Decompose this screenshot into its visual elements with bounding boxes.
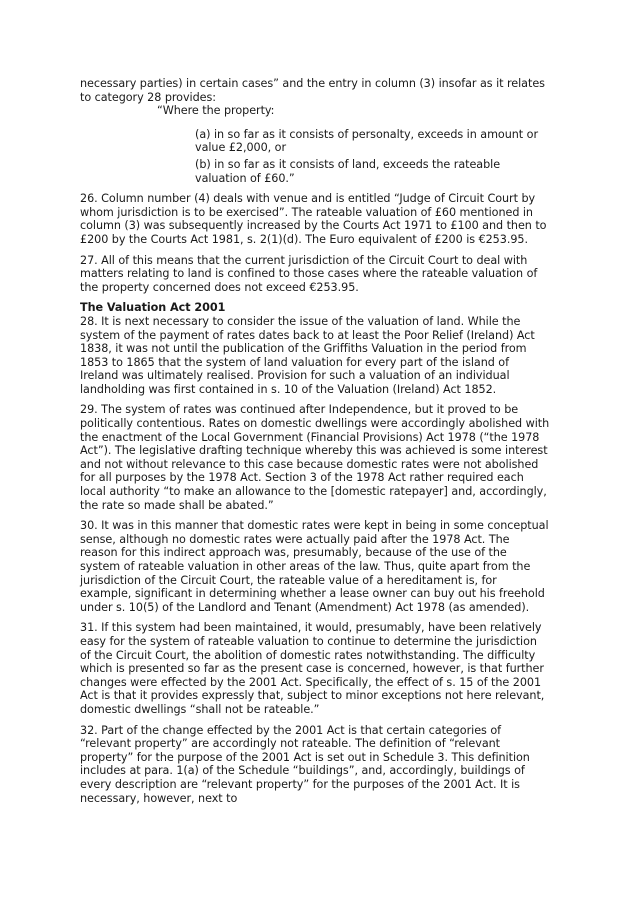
section-heading: The Valuation Act 2001 [80, 301, 226, 315]
paragraph-29: 29. The system of rates was continued after Independence, but it proved to be politically contentious. Rates on domestic dwellings were accordingly abolished with the enactment of the Local Government (Financial Provisions) Act 1978 (“the 1978 Act”). The legislative drafting technique whereby this was achieved is some interest and not without relevance to this case because domestic rates were not abolished for all purposes by the 1978 Act. Section 3 of the 1978 Act rather required each local authority “to make an allowance to the [domestic ratepayer] and, accordingly, the rate so made shall be abated.” [80, 403, 550, 512]
intro-text: necessary parties) in certain cases” and the entry in column (3) insofar as it relates to category 28 provides: [80, 77, 545, 104]
paragraph-27: 27. All of this means that the current jurisdiction of the Circuit Court to deal with matters relating to land is confined to those cases where the rateable valuation of the property concerned does not exceed €253.95. [80, 253, 538, 294]
paragraph-26: 26. Column number (4) deals with venue and is entitled “Judge of Circuit Court by whom jurisdiction is to be exercised”. The rateable valuation of £60 mentioned in column (3) was subsequently increased by the Courts Act 1971 to £100 and then to £200 by the Courts Act 1981, s. 2(1)(d). The Euro equivalent of £200 is €253.95. [80, 192, 547, 246]
document-page [80, 77, 550, 805]
paragraph-30: 30. It was in this manner that domestic rates were kept in being in some conceptual sense, although no domestic rates were actually paid after the 1978 Act. The reason for this indirect approach was, presumably, because of the use of the system of rateable valuation in other areas of the law. Thus, quite apart from the jurisdiction of the Circuit Court, the rateable value of a hereditament is, for example, significant in determining whether a lease owner can buy out his freehold under s. 10(5) of the Landlord and Tenant (Amendment) Act 1978 (as amended). [80, 519, 549, 614]
quote-lead: “Where the property: [157, 104, 275, 118]
quote-item-a: (a) in so far as it consists of personalty, exceeds in amount or value £2,000, or [195, 127, 538, 155]
paragraph-31: 31. If this system had been maintained, it would, presumably, have been relatively easy for the system of rateable valuation to continue to determine the jurisdiction of the Circuit Court, the abolition of domestic rates notwithstanding. The difficulty which is presented so far as the present case is concerned, however, is that further changes were effected by the 2001 Act. Specifically, the effect of s. 15 of the 2001 Act is that it provides expressly that, subject to minor exceptions not here relevant, domestic dwellings “shall not be rateable.” [80, 621, 545, 716]
paragraph-32: 32. Part of the change effected by the 2001 Act is that certain categories of “relevant property” are accordingly not rateable. The definition of “relevant property” for the purpose of the 2001 Act is set out in Schedule 3. This definition includes at para. 1(a) of the Schedule “buildings”, and, accordingly, buildings of every description are “relevant property” for the purposes of the 2001 Act. It is necessary, however, next to [80, 723, 530, 805]
paragraph-28: 28. It is next necessary to consider the issue of the valuation of land. While the system of the payment of rates dates back to at least the Poor Relief (Ireland) Act 1838, it was not until the publication of the Griffiths Valuation in the period from 1853 to 1865 that the system of land valuation for every part of the island of Ireland was ultimately realised. Provision for such a valuation of an individual landholding was first contained in s. 10 of the Valuation (Ireland) Act 1852. [80, 314, 535, 396]
quote-item-b: (b) in so far as it consists of land, exceeds the rateable valuation of £60.” [195, 157, 501, 185]
